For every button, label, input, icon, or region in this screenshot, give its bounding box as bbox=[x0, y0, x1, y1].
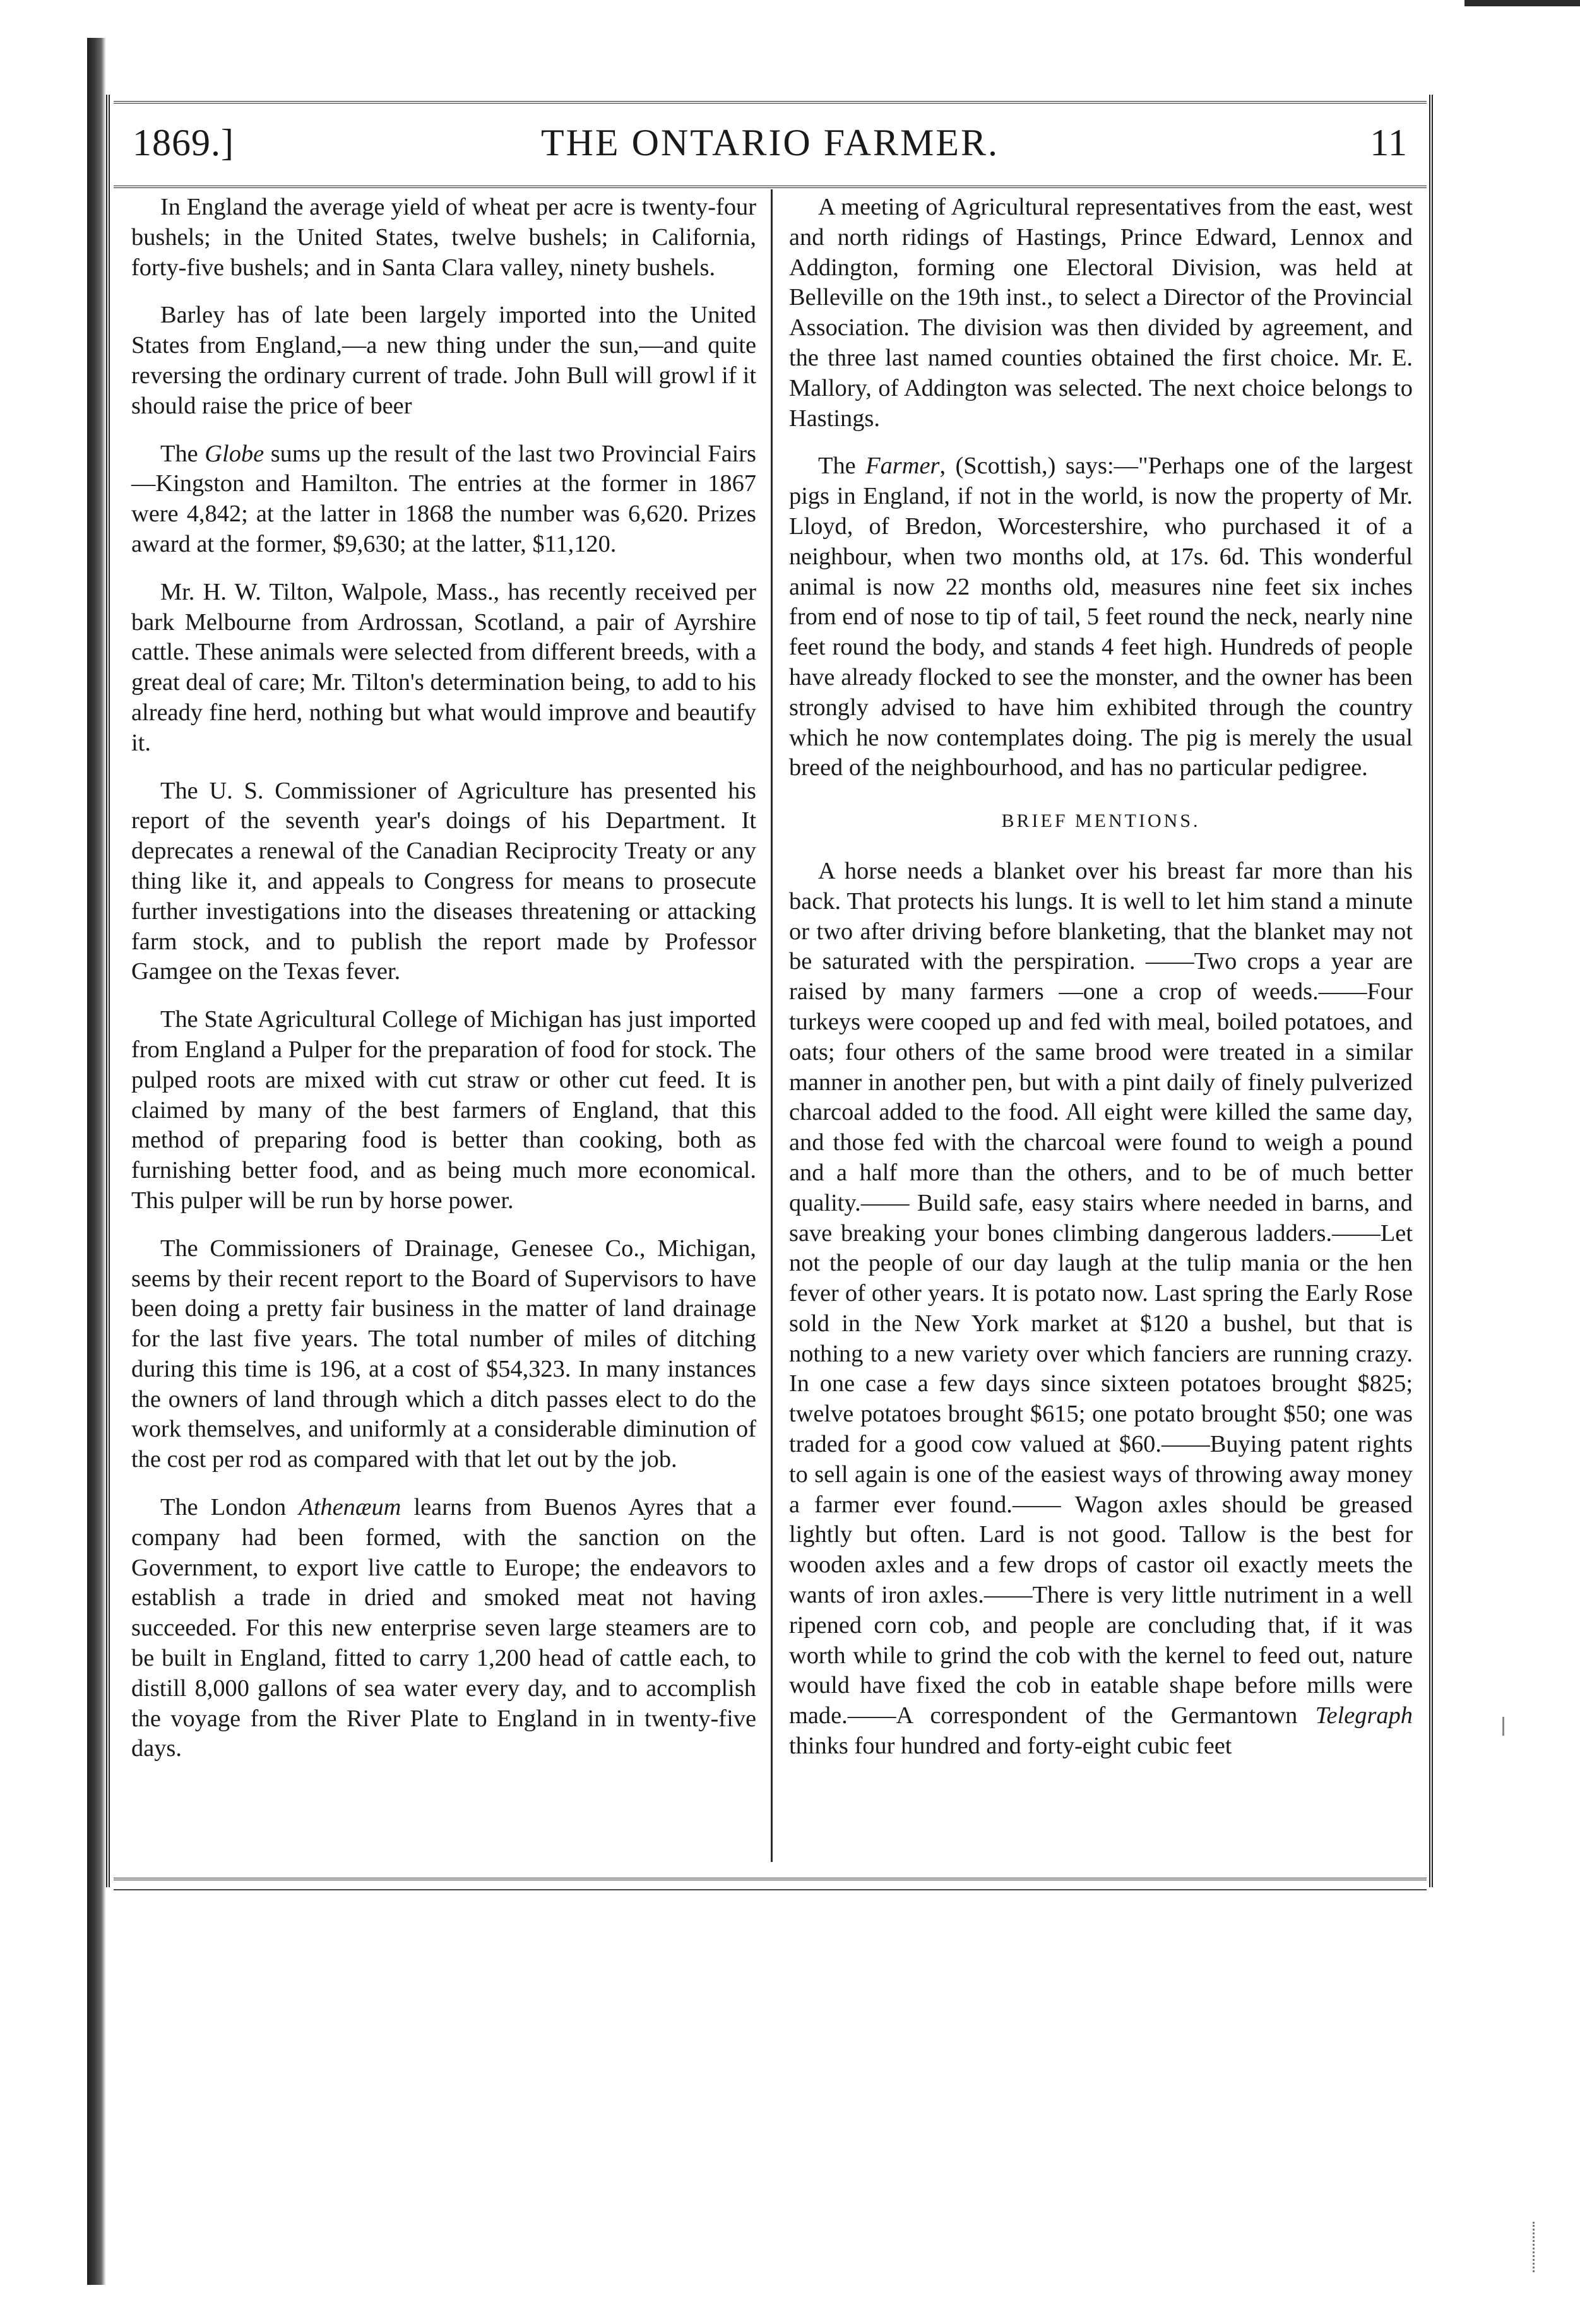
page-header bbox=[114, 101, 1427, 188]
paragraph-commissioner-report: The U. S. Commissioner of Agriculture has presented his report of the seventh year's doings of his Department. It deprecates a renewal of the Canadian Reciprocity Treaty or any thing like it, and appeals to Congress for means to prosecute further investigations into the diseases threatening or attacking farm stock, and to publish the report made by Professor Gamgee on the Texas fever. bbox=[131, 777, 756, 985]
scan-border-mark bbox=[1464, 0, 1580, 6]
left-column bbox=[131, 193, 756, 1859]
paragraph-wheat-yield: In England the average yield of wheat per acre is twenty-four bushels; in the United States, twelve bushels; in California, forty-five bushels; and in Santa Clara valley, ninety bushels. bbox=[131, 194, 756, 281]
italic-title-globe: Globe bbox=[205, 440, 264, 467]
section-heading-brief-mentions: BRIEF MENTIONS. bbox=[1001, 810, 1201, 832]
page-number: 11 bbox=[1370, 122, 1408, 163]
paragraph-michigan-pulper: The State Agricultural College of Michigan has just imported from England a Pulper for the preparation of food for stock. The pulped roots are mixed with cut straw or other cut feed. It is claimed by many of the best farmers of England, that this method of preparing food is better than cooking, both as furnishing better food, and as being much more economical. This pulper will be run by horse power. bbox=[131, 1006, 756, 1214]
text-run: A horse needs a blanket over his breast far more than his back. That protects his lungs. It is well to let him stand a minute or two after driving before blanketing, that the blanket may not be saturated with the perspiration. ——Two crops a year are raised by many farmers —one a crop of weeds.——Four turkeys were cooped up and fed with meal, boiled potatoes, and oats; four others of the same brood were treated in a similar manner in another pen, but with a pint daily of finely pulverized charcoal added to the food. All eight were killed the same day, and those fed with the charcoal were found to weigh a pound and a half more than the others, and to be of much better quality.—— Build safe, easy stairs where needed in barns, and save breaking your bones climbing dangerous ladders.——Let not the people of our day laugh at the tulip mania or the hen fever of other years. It is potato now. Last spring the Early Rose sold in the New York market at $120 a bushel, but that is nothing to a new variety over which fanciers are running crazy. In one case a few days since sixteen potatoes brought $825; twelve potatoes brought $615; one potato brought $50; one was traded for a good cow valued at $60.——Buying patent rights to sell again is one of the easiest ways of throwing away money a farmer ever found.—— Wagon axles should be greased lightly but often. Lard is not good. Tallow is the best for wooden axles and a few drops of castor oil exactly meets the wants of iron axles.——There is very little nutriment in a well ripened corn cob, and people are concluding that, if it was worth while to grind the cob with the kernel to feed out, nature would have fixed the cob in eatable shape before mills were made.——A correspondent of the Germantown bbox=[789, 857, 1413, 1729]
scan-artifact bbox=[1502, 1717, 1509, 1736]
right-column bbox=[789, 193, 1413, 1859]
text-run: thinks four hundred and forty-eight cubic feet bbox=[789, 1733, 1232, 1760]
scan-artifact bbox=[1533, 2222, 1538, 2272]
text-run: sums up the result of the last two Provincial Fairs—Kingston and Hamilton. The entries at the former in 1867 were 4,842; at the latter in 1868 the number was 6,620. Prizes award at the former, $9,630; at the latter, $11,120. bbox=[131, 440, 756, 557]
paragraph-brief-mentions bbox=[789, 857, 1413, 1762]
header-year: 1869.] bbox=[133, 122, 234, 163]
italic-title-farmer: Farmer bbox=[865, 453, 940, 480]
text-run: , (Scottish,) says:—"Perhaps one of the largest pigs in England, if not in the world, is now the property of Mr. Lloyd, of Bredon, Worcestershire, who purchased it of a neighbour, when two months old, at 17s. 6d. This wonderful animal is now 22 months old, measures nine feet six inches from end of nose to tip of tail, 5 feet round the neck, nearly nine feet round the body, and stands 4 feet high. Hundreds of people have already flocked to see the monster, and the owner has been strongly advised to have him exhibited through the country which he now contemplates doing. The pig is merely the usual breed of the neighbourhood, and has no particular pedigree. bbox=[789, 453, 1413, 781]
column-divider bbox=[771, 189, 773, 1862]
italic-title-athenaeum: Athenæum bbox=[299, 1494, 401, 1521]
paragraph-ayrshire-cattle: Mr. H. W. Tilton, Walpole, Mass., has recently received per bark Melbourne from Ardrossan, Scotland, a pair of Ayrshire cattle. These animals were selected from different breeds, with a great deal of care; Mr. Tilton's determination being, to add to his already fine herd, nothing but what would improve and beautify it. bbox=[131, 578, 756, 756]
paragraph-barley-imports: Barley has of late been largely imported into the United States from England,—a new thing under the sun,—and quite reversing the ordinary current of trade. John Bull will growl if it should raise the price of beer bbox=[131, 302, 756, 419]
page-title: THE ONTARIO FARMER. bbox=[540, 122, 1000, 163]
paragraph-provincial-fairs bbox=[131, 439, 756, 560]
text-run: learns from Buenos Ayres that a company had been formed, with the sanction on the Government, to export live cattle to Europe; the endeavors to establish a trade in dried and smoked meat not having succeeded. For this new enterprise seven large steamers are to be built in England, fitted to carry 1,200 head of cattle each, to distill 8,000 gallons of sea water every day, and to accomplish the voyage from the River Plate to England in in twenty-five days. bbox=[131, 1494, 757, 1762]
paragraph-drainage: The Commissioners of Drainage, Genesee Co., Michigan, seems by their recent report to the Board of Supervisors to have been doing a pretty fair business in the matter of land drainage for the last five years. The total number of miles of ditching during this time is 196, at a cost of $54,323. In many instances the owners of land through which a ditch passes elect to do the work themselves, and uniformly at a considerable diminution of the cost per rod as compared with that let out by the job. bbox=[131, 1235, 756, 1473]
text-run: The London bbox=[160, 1494, 299, 1521]
scan-binding-shadow bbox=[87, 38, 106, 2285]
footer-rule bbox=[114, 1878, 1427, 1890]
text-run: The bbox=[160, 440, 205, 467]
italic-title-telegraph: Telegraph bbox=[1315, 1702, 1413, 1729]
paragraph-large-pig bbox=[789, 451, 1413, 783]
text-run: The bbox=[818, 453, 866, 480]
paragraph-cattle-export bbox=[131, 1493, 756, 1764]
paragraph-agricultural-meeting: A meeting of Agricultural representatives from the east, west and north ridings of Hastings, Prince Edward, Lennox and Addington, forming one Electoral Division, was held at Belleville on the 19th inst., to select a Director of the Provincial Association. The division was then divided by agreement, and the three last named counties obtained the first choice. Mr. E. Mallory, of Addington was selected. The next choice belongs to Hastings. bbox=[789, 194, 1413, 432]
